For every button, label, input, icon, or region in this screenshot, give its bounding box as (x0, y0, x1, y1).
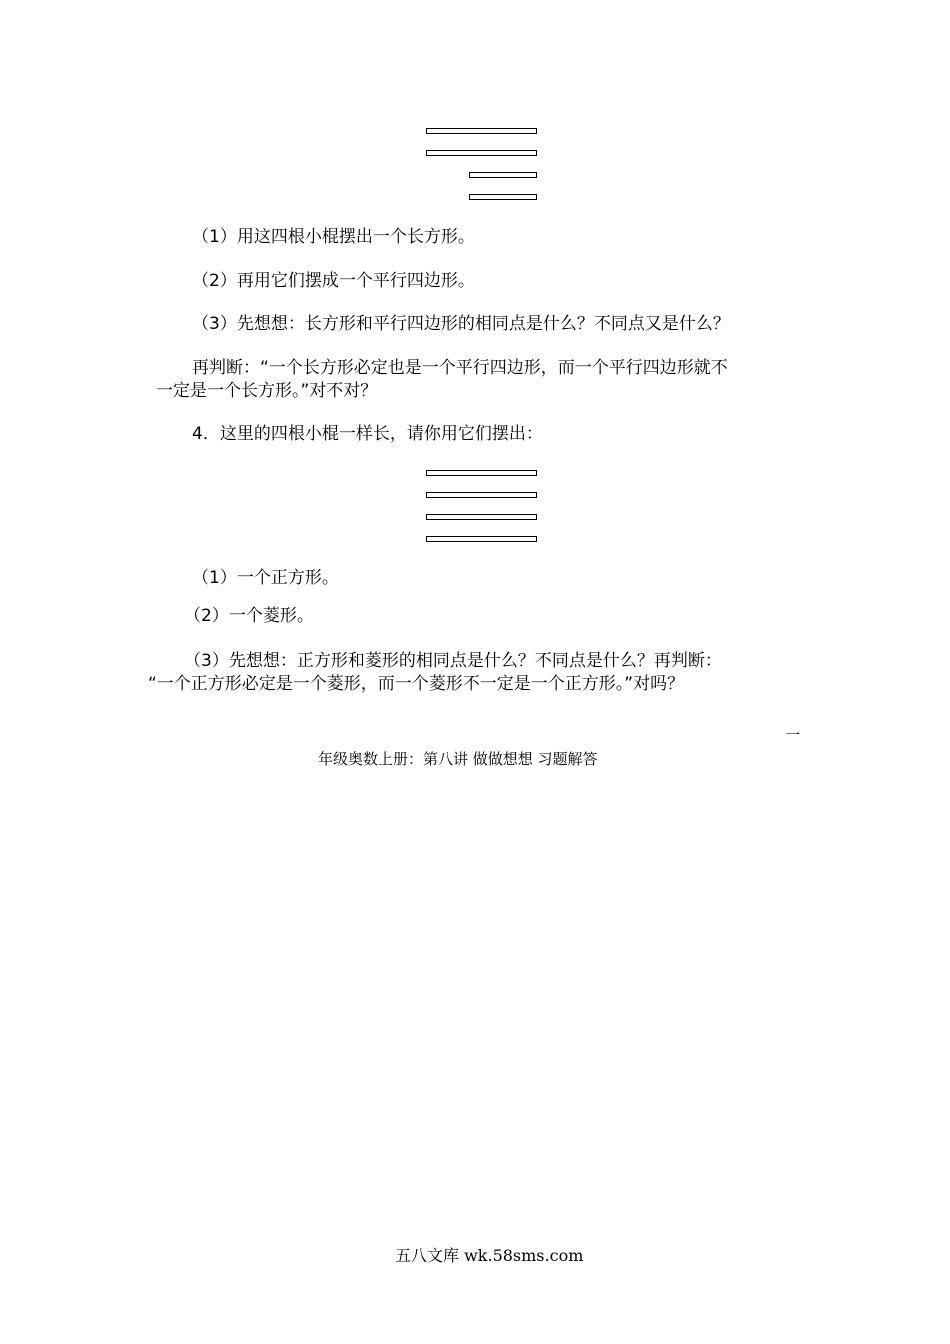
s3-item-2: （2）再用它们摆成一个平行四边形。 (192, 271, 475, 291)
footer-title: 年级奥数上册：第八讲 做做想想 习题解答 (318, 750, 598, 768)
s4-item-3-line-1: （3）先想想：正方形和菱形的相同点是什么？不同点是什么？再判断： (184, 651, 722, 671)
stick-long-1 (426, 128, 537, 134)
s3-judge-line-2: 一定是一个长方形。”对不对？ (156, 381, 378, 401)
page-mark: 一 (785, 726, 801, 744)
s3-judge-line-1: 再判断：“一个长方形必定也是一个平行四边形，而一个平行四边形就不 (192, 358, 728, 378)
s3-item-1: （1）用这四根小棍摆出一个长方形。 (192, 227, 475, 247)
s3-item-3: （3）先想想：长方形和平行四边形的相同点是什么？不同点又是什么？ (192, 314, 730, 334)
stick-equal-2 (426, 492, 537, 498)
s4-item-3-line-2: “一个正方形必定是一个菱形，而一个菱形不一定是一个正方形。”对吗？ (148, 674, 685, 694)
s4-heading: 4．这里的四根小棍一样长，请你用它们摆出： (192, 424, 543, 444)
stick-equal-4 (426, 536, 537, 542)
watermark: 五八文库 wk.58sms.com (395, 1246, 584, 1265)
s4-item-1: （1）一个正方形。 (192, 568, 339, 588)
stick-long-2 (426, 150, 537, 156)
s4-item-2: （2）一个菱形。 (184, 606, 314, 626)
stick-equal-1 (426, 470, 537, 476)
stick-short-2 (469, 194, 537, 200)
stick-equal-3 (426, 514, 537, 520)
stick-short-1 (469, 172, 537, 178)
